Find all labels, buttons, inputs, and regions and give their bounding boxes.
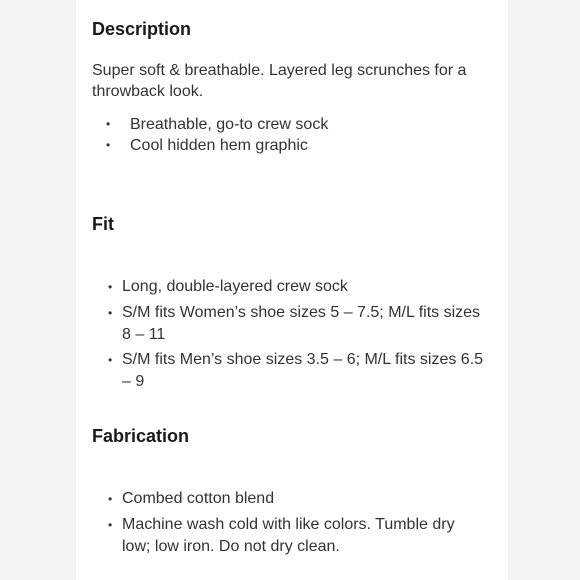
list-item xyxy=(92,514,472,557)
fabrication-heading: Fabrication xyxy=(92,426,190,446)
fabrication-bullet-list xyxy=(92,488,472,557)
description-bullet-list xyxy=(92,114,492,156)
list-item xyxy=(92,488,472,510)
fit-bullet-list xyxy=(92,276,488,392)
list-item-text: S/M fits Men’s shoe sizes 3.5 – 6; M/L fits sizes 6.5 – 9 xyxy=(122,351,484,390)
list-item-text: Long, double-layered crew sock xyxy=(122,278,348,295)
description-text: Super soft & breathable. Layered leg scrunches for a throwback look. xyxy=(92,62,467,100)
list-item: • Breathable, go-to crew sock xyxy=(92,114,492,135)
list-item-text: Machine wash cold with like colors. Tumble dry low; low iron. Do not dry clean. xyxy=(122,516,455,555)
bullet-dot: • xyxy=(108,353,113,367)
product-details-panel xyxy=(76,0,508,580)
list-item xyxy=(92,302,488,345)
description-heading: Description xyxy=(92,19,192,39)
list-item-text: Combed cotton blend xyxy=(122,490,275,507)
bullet-dot: • xyxy=(108,492,113,506)
list-item: • Cool hidden hem graphic xyxy=(92,135,492,156)
bullet-dot: • xyxy=(108,518,113,532)
list-item-text: S/M fits Women’s shoe sizes 5 – 7.5; M/L fits sizes 8 – 11 xyxy=(122,304,481,343)
bullet-dot: • xyxy=(108,306,113,320)
list-item xyxy=(92,276,488,298)
bullet-dot: • xyxy=(108,280,113,294)
fit-heading: Fit xyxy=(92,214,114,234)
list-item xyxy=(92,349,488,392)
